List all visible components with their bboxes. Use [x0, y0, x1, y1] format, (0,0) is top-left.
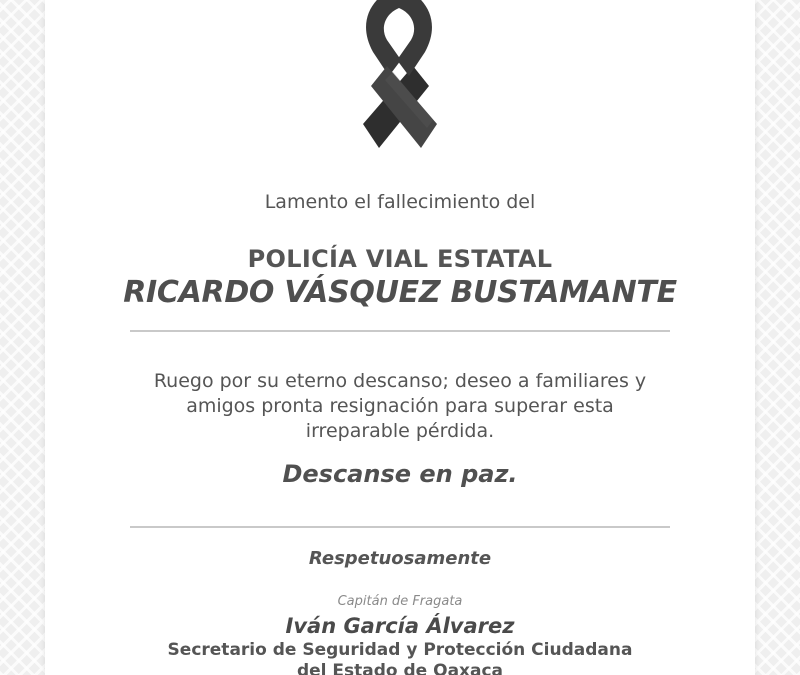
message-line: amigos pronta resignación para superar esta: [186, 395, 614, 417]
condolence-card: [45, 0, 755, 675]
divider-bottom: [130, 526, 670, 528]
message-line: Ruego por su eterno descanso; deseo a familiares y: [153, 370, 647, 392]
signer-department: Secretario de Seguridad y Protección Ciudadana: [167, 640, 633, 660]
message-line: irreparable pérdida.: [305, 420, 495, 442]
signer-rank: Capitán de Fragata: [337, 594, 463, 609]
lament-text: Lamento el fallecimiento del: [264, 191, 536, 213]
closing-text: Respetuosamente: [308, 548, 492, 569]
condolence-message: [105, 369, 695, 444]
deceased-name: RICARDO VÁSQUEZ BUSTAMANTE: [123, 275, 677, 310]
rank-heading: POLICÍA VIAL ESTATAL: [247, 245, 553, 273]
signer-name: Iván García Álvarez: [285, 614, 515, 638]
signer-department-state: del Estado de Oaxaca: [296, 661, 504, 675]
rest-in-peace-text: Descanse en paz.: [282, 460, 518, 488]
divider-top: [130, 330, 670, 332]
mourning-ribbon-icon: [335, 0, 465, 148]
